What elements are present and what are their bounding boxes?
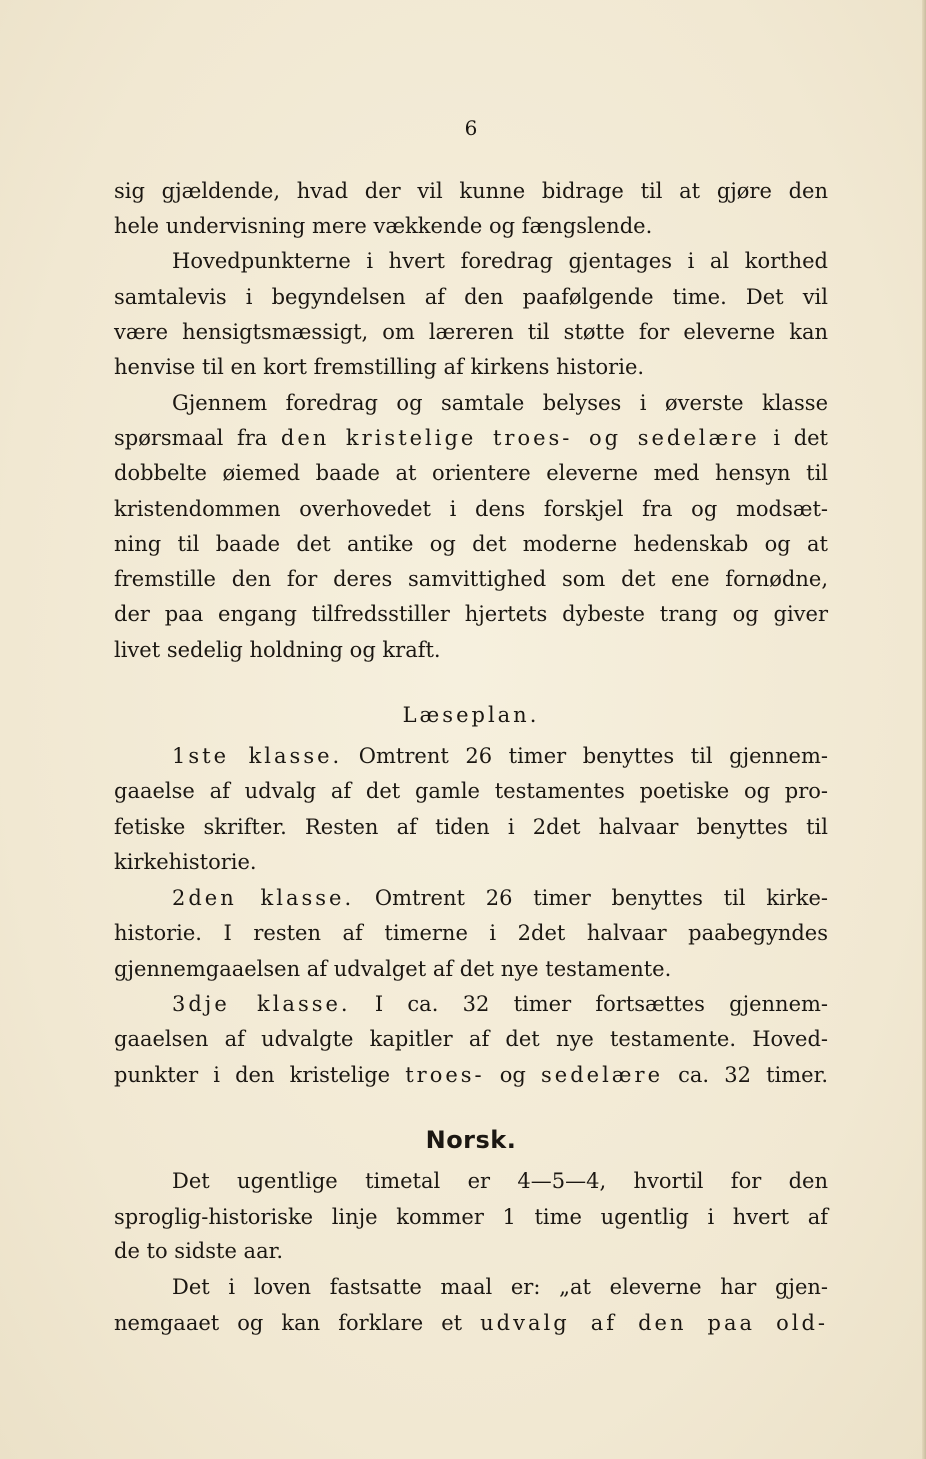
text-line: fremstille den for deres samvittighed som det ene fornødne, <box>114 567 828 591</box>
text-line <box>114 741 828 771</box>
spaced-text: troes- <box>405 1063 485 1087</box>
text-line: henvise til en kort fremstilling af kirkens historie. <box>114 355 645 379</box>
laeseplan-heading: Læseplan. <box>402 703 540 727</box>
text-span: i det <box>759 426 828 450</box>
text-line: være hensigtsmæssigt, om læreren til støtte for eleverne kan <box>114 320 828 344</box>
norsk-heading: Norsk. <box>425 1126 517 1154</box>
text-line: gjennemgaaelsen af udvalget af det nye testamente. <box>114 957 672 981</box>
text-line <box>114 423 828 453</box>
text-line: Gjennem foredrag og samtale belyses i øverste klasse <box>172 391 828 415</box>
text-line: der paa engang tilfredsstiller hjertets dybeste trang og giver <box>114 602 828 626</box>
spaced-text: udvalg af den paa old- <box>480 1311 828 1335</box>
page-number: 6 <box>464 116 478 140</box>
text-span: ca. 32 timer. <box>663 1063 829 1087</box>
class-label: 1ste klasse. <box>172 744 343 768</box>
text-line <box>114 1060 828 1090</box>
text-line: sproglig-historiske linje kommer 1 time ugentlig i hvert af <box>114 1205 828 1229</box>
page-edge <box>922 0 926 1459</box>
text-line: kirkehistorie. <box>114 850 257 874</box>
text-line: de to sidste aar. <box>114 1239 284 1263</box>
spaced-text: sedelære <box>541 1063 664 1087</box>
text-line: hele undervisning mere vækkende og fængslende. <box>114 214 653 238</box>
text-span: Omtrent 26 timer benyttes til gjennem- <box>342 744 828 768</box>
text-line: kristendommen overhovedet i dens forskjel fra og modsæt- <box>114 497 828 521</box>
text-span: nemgaaet og kan forklare et <box>114 1311 481 1335</box>
text-span: spørsmaal fra <box>114 426 281 450</box>
text-column <box>114 0 828 1459</box>
text-span: og <box>484 1063 542 1087</box>
text-line: sig gjældende, hvad der vil kunne bidrage til at gjøre den <box>114 179 828 203</box>
text-line: Hovedpunkterne i hvert foredrag gjentages i al korthed <box>172 249 828 273</box>
text-line: historie. I resten af timerne i 2det halvaar paabegyndes <box>114 921 828 945</box>
text-span: Omtrent 26 timer benyttes til kirke- <box>354 886 828 910</box>
spaced-text: den kristelige troes- og sedelære <box>280 426 760 450</box>
text-span: I ca. 32 timer fortsættes gjennem- <box>350 992 828 1016</box>
text-span: punkter i den kristelige <box>114 1063 406 1087</box>
text-line: gaaelsen af udvalgte kapitler af det nye testamente. Hoved- <box>114 1027 828 1051</box>
text-line: samtalevis i begyndelsen af den paafølgende time. Det vil <box>114 285 828 309</box>
text-line: livet sedelig holdning og kraft. <box>114 638 441 662</box>
text-line <box>114 1308 828 1338</box>
text-line: dobbelte øiemed baade at orientere eleverne med hensyn til <box>114 461 828 485</box>
text-line: Det i loven fastsatte maal er: „at eleverne har gjen- <box>172 1275 828 1299</box>
text-line <box>114 989 828 1019</box>
text-line: Det ugentlige timetal er 4—5—4, hvortil for den <box>172 1169 828 1193</box>
class-label: 3dje klasse. <box>172 992 351 1016</box>
text-line: ning til baade det antike og det moderne hedenskab og at <box>114 532 828 556</box>
text-line: fetiske skrifter. Resten af tiden i 2det halvaar benyttes til <box>114 815 828 839</box>
text-line <box>114 883 828 913</box>
class-label: 2den klasse. <box>172 886 355 910</box>
text-line: gaaelse af udvalg af det gamle testamentes poetiske og pro- <box>114 779 828 803</box>
